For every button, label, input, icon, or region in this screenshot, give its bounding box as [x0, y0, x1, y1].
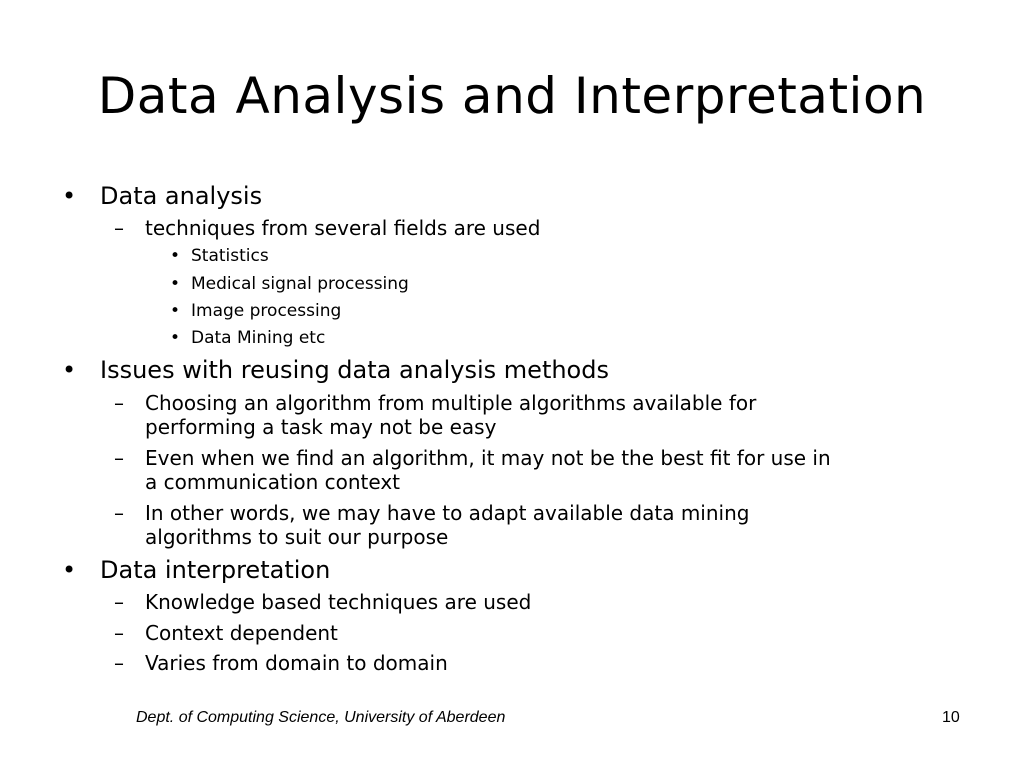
- bullet-marker: •: [170, 328, 181, 348]
- slide-title: Data Analysis and Interpretation: [97, 67, 927, 125]
- subsubbullet-image-processing: Image processing: [191, 301, 342, 321]
- subbullet-in-other-words-line2: algorithms to suit our purpose: [145, 525, 449, 549]
- bullet-marker: •: [170, 274, 181, 294]
- subsubbullet-data-mining: Data Mining etc: [191, 328, 326, 348]
- bullet-marker: •: [62, 556, 77, 584]
- subbullet-choosing-line2: performing a task may not be easy: [145, 415, 497, 439]
- bullet-marker: •: [170, 246, 181, 266]
- subsubbullet-statistics: Statistics: [191, 246, 269, 266]
- subbullet-knowledge-based: Knowledge based techniques are used: [145, 590, 532, 614]
- dash-marker: –: [114, 590, 124, 614]
- bullet-marker: •: [170, 301, 181, 321]
- dash-marker: –: [114, 621, 124, 645]
- bullet-data-analysis: Data analysis: [100, 182, 263, 210]
- dash-marker: –: [114, 391, 124, 415]
- dash-marker: –: [114, 651, 124, 675]
- bullet-marker: •: [62, 182, 77, 210]
- footer-text: Dept. of Computing Science, University of Aberdeen: [136, 709, 506, 726]
- dash-marker: –: [114, 501, 124, 525]
- subbullet-context-dependent: Context dependent: [145, 621, 338, 645]
- subbullet-even-when-line2: a communication context: [145, 470, 401, 494]
- subbullet-in-other-words-line1: In other words, we may have to adapt available data mining: [145, 501, 750, 525]
- subbullet-choosing-line1: Choosing an algorithm from multiple algorithms available for: [145, 391, 757, 415]
- bullet-issues-reusing: Issues with reusing data analysis methods: [100, 356, 609, 384]
- dash-marker: –: [114, 216, 124, 240]
- bullet-marker: •: [62, 356, 77, 384]
- subbullet-techniques: techniques from several fields are used: [145, 216, 541, 240]
- bullet-data-interpretation: Data interpretation: [100, 556, 331, 584]
- dash-marker: –: [114, 446, 124, 470]
- subbullet-even-when-line1: Even when we find an algorithm, it may not be the best fit for use in: [145, 446, 831, 470]
- page-number: 10: [942, 709, 960, 726]
- subbullet-varies: Varies from domain to domain: [145, 651, 448, 675]
- subsubbullet-medical-signal: Medical signal processing: [191, 274, 409, 294]
